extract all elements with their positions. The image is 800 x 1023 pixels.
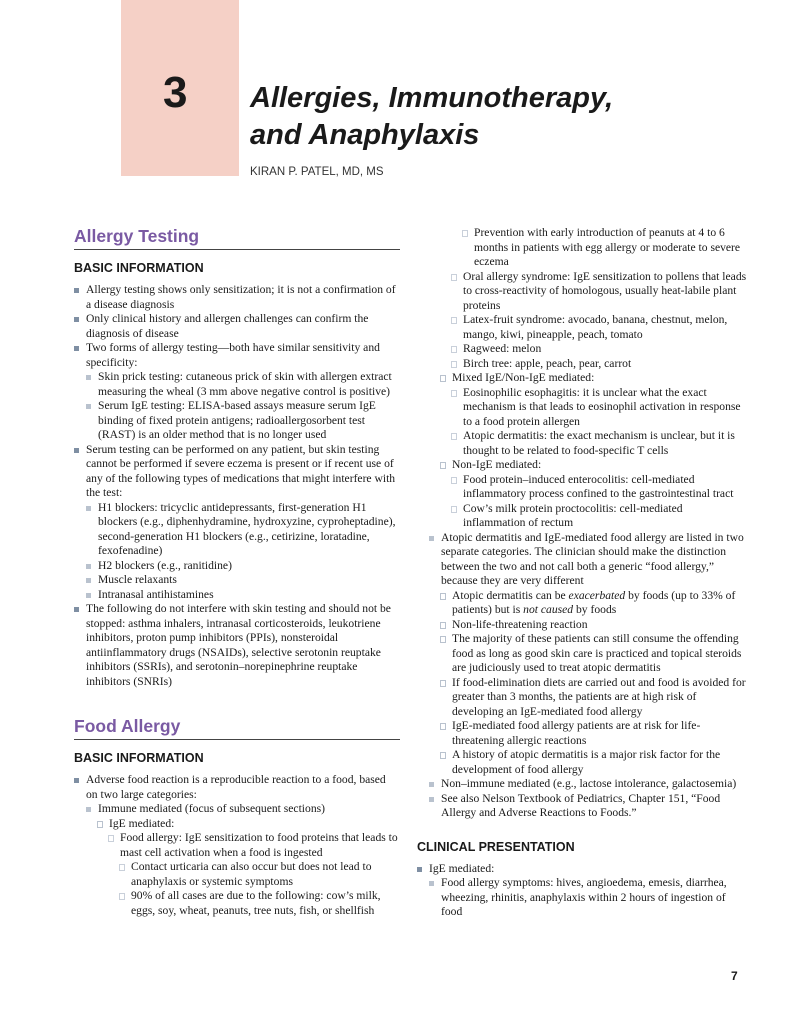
subhead-clinical-presentation: CLINICAL PRESENTATION [417,839,575,854]
list-item: Atopic dermatitis and IgE-mediated food allergy are listed in two separate categories. The clinician should make the distinction between the two and not call both a generic “food allergy,” because they are very different [417,531,747,589]
list-item: Two forms of allergy testing—both have similar sensitivity and specificity: [74,341,400,370]
text-run: by foods (up to 33% of patients) but is [452,588,736,616]
list-item: Cow’s milk protein proctocolitis: cell-mediated inflammation of rectum [417,502,747,531]
list-item: Food protein–induced enterocolitis: cell-mediated inflammatory process confined to the gastrointestinal tract [417,473,747,502]
page-number: 7 [731,969,738,983]
section-title-allergy-testing: Allergy Testing [74,225,400,250]
list-item: Food allergy: IgE sensitization to food proteins that leads to mast cell activation when a food is ingested [74,831,400,860]
emphasis-exacerbated: exacerbated [568,588,626,602]
left-column [74,225,400,918]
text-run: Atopic dermatitis can be [452,588,569,602]
list-item: Serum testing can be performed on any patient, but skin testing cannot be performed if severe eczema is present or if recent use of any of the following types of medications that might interfere with the test: [74,443,400,501]
list-item: A history of atopic dermatitis is a major risk factor for the development of food allergy [417,748,747,777]
emphasis-not-caused: not caused [523,603,574,616]
list-item: Oral allergy syndrome: IgE sensitization to pollens that leads to cross-reactivity of homologous, usually heat-labile plant proteins [417,270,747,314]
list-item: Mixed IgE/Non-IgE mediated: [417,371,747,386]
right-column [417,226,747,920]
text-run: by foods [573,603,617,616]
list-item: Intranasal antihistamines [74,588,400,603]
list-item: If food-elimination diets are carried out and food is avoided for greater than 3 months, the patients are at high risk of developing an IgE-mediated food allergy [417,676,747,720]
list-item: Non-life-threatening reaction [417,618,747,633]
list-item: IgE-mediated food allergy patients are at risk for life-threatening allergic reactions [417,719,747,748]
list-item: Muscle relaxants [74,573,400,588]
subhead-basic-information: BASIC INFORMATION [74,751,204,765]
list-item: Latex-fruit syndrome: avocado, banana, chestnut, melon, mango, kiwi, pineapple, peach, tomato [417,313,747,342]
list-item: Eosinophilic esophagitis: it is unclear what the exact mechanism is that leads to eosinophil activation in response to a food protein allergen [417,386,747,430]
list-item: Atopic dermatitis: the exact mechanism is unclear, but it is thought to be related to food-specific T cells [417,429,747,458]
list-item [417,589,747,618]
list-item: Allergy testing shows only sensitization; it is not a confirmation of a disease diagnosis [74,283,400,312]
list-item: Serum IgE testing: ELISA-based assays measure serum IgE binding of fixed protein antigens; radioallergosorbent test (RAST) is an older method that is no longer used [74,399,400,443]
list-item: The following do not interfere with skin testing and should not be stopped: asthma inhalers, intranasal corticosteroids, leukotriene inhibitors, proton pump inhibitors (PPIs), nonsteroidal antiinflammatory drugs (NSAIDs), selective serotonin reuptake inhibitors (SSRIs), and serotonin–norepinephrine reuptake inhibitors (SNRIs) [74,602,400,689]
list-item: Non-IgE mediated: [417,458,747,473]
list-item: Skin prick testing: cutaneous prick of skin with allergen extract measuring the wheal (3 mm above negative control is positive) [74,370,400,399]
allergy-testing-list [74,283,400,689]
author-byline: KIRAN P. PATEL, MD, MS [250,166,384,178]
chapter-number: 3 [163,68,188,117]
list-item: The majority of these patients can still consume the offending food as long as good skin care is practiced and topical steroids are judiciously used to treat atopic dermatitis [417,632,747,676]
food-allergy-list [74,773,400,918]
list-item: IgE mediated: [74,817,400,832]
list-item: Immune mediated (focus of subsequent sections) [74,802,400,817]
list-item: H2 blockers (e.g., ranitidine) [74,559,400,574]
list-item: Food allergy symptoms: hives, angioedema, emesis, diarrhea, wheezing, rhinitis, anaphylaxis within 2 hours of ingestion of food [417,876,747,920]
list-item: H1 blockers: tricyclic antidepressants, first-generation H1 blockers (e.g., diphenhydramine, hydroxyzine, cyproheptadine), second-generation H1 blockers (e.g., cetirizine, loratadine, fexofenadine) [74,501,400,559]
subhead-basic-information: BASIC INFORMATION [74,261,204,275]
list-item: 90% of all cases are due to the following: cow’s milk, eggs, soy, wheat, peanuts, tree nuts, fish, or shellfish [74,889,400,918]
chapter-title [250,80,613,154]
list-item: Ragweed: melon [417,342,747,357]
list-item: IgE mediated: [417,862,747,877]
list-item: Non–immune mediated (e.g., lactose intolerance, galactosemia) [417,777,747,792]
list-item: See also Nelson Textbook of Pediatrics, Chapter 151, “Food Allergy and Adverse Reactions to Foods.” [417,792,747,821]
chapter-title-line-2: and Anaphylaxis [250,119,480,151]
list-item: Adverse food reaction is a reproducible reaction to a food, based on two large categories: [74,773,400,802]
list-item: Contact urticaria can also occur but does not lead to anaphylaxis or systemic symptoms [74,860,400,889]
chapter-title-line-1: Allergies, Immunotherapy, [250,82,614,114]
section-title-food-allergy: Food Allergy [74,715,400,740]
food-allergy-continued-list [417,226,747,821]
clinical-presentation-list [417,862,747,920]
list-item: Birch tree: apple, peach, pear, carrot [417,357,747,372]
list-item: Prevention with early introduction of peanuts at 4 to 6 months in patients with egg allergy or moderate to severe eczema [417,226,747,270]
list-item: Only clinical history and allergen challenges can confirm the diagnosis of disease [74,312,400,341]
